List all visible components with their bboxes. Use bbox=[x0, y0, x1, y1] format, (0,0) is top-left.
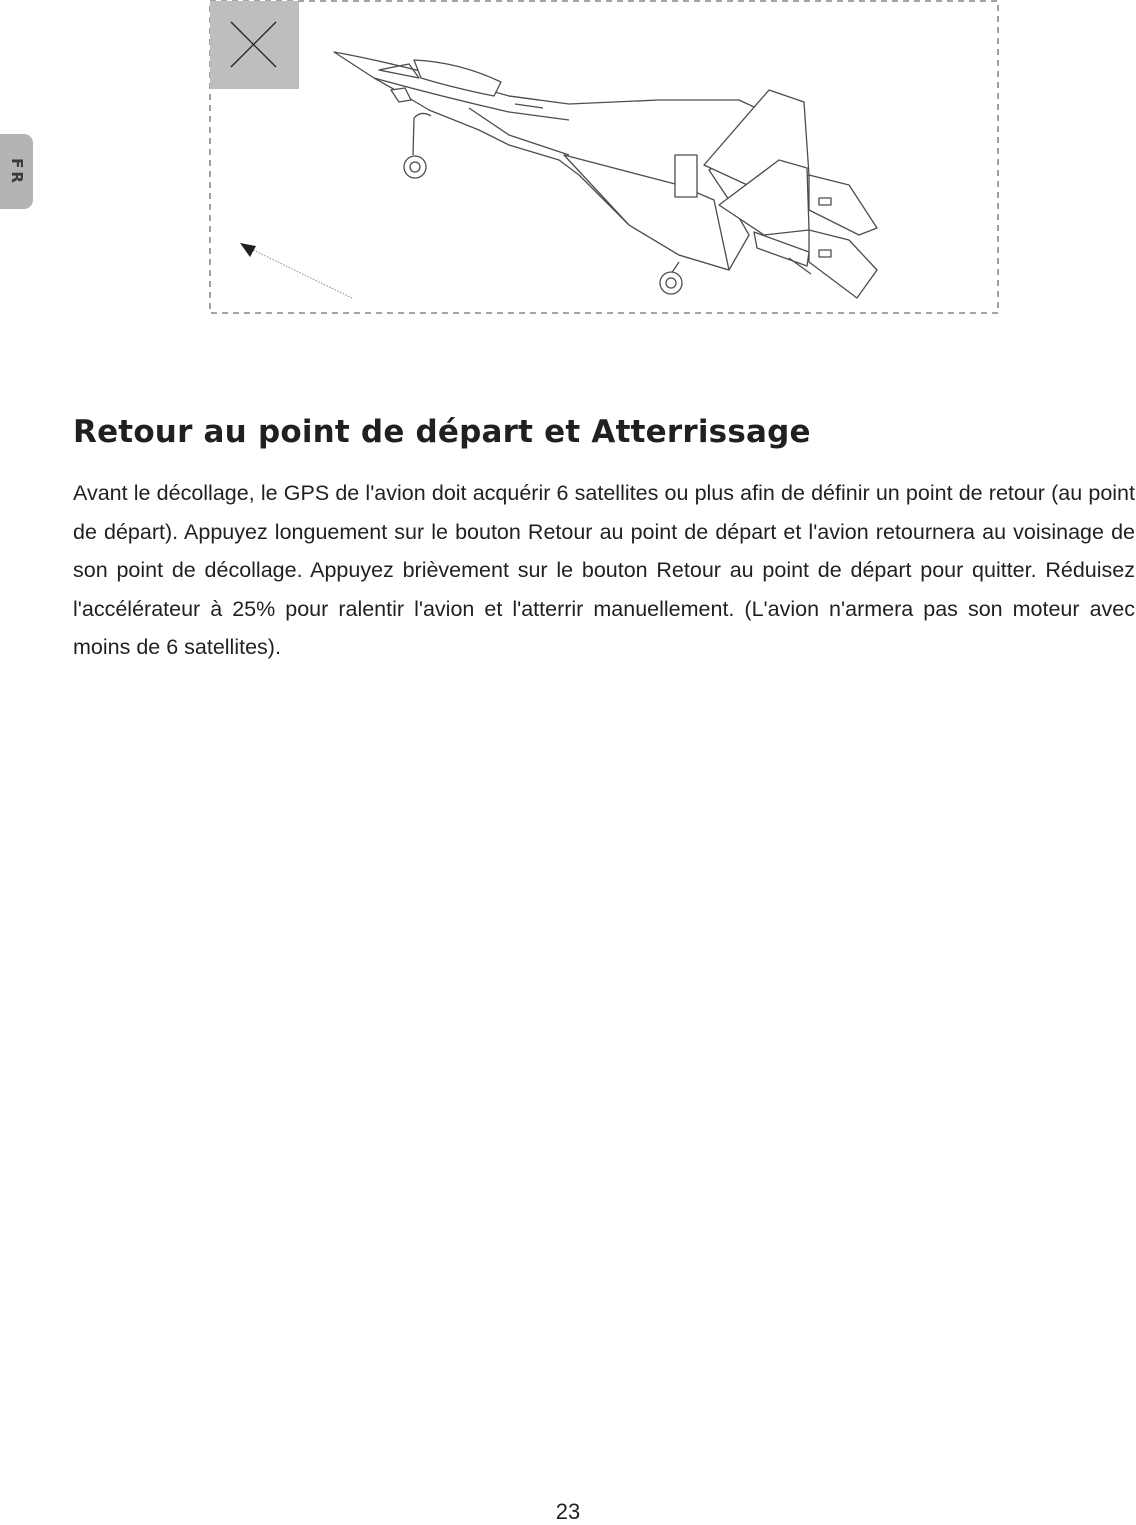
section-body-text: Avant le décollage, le GPS de l'avion doit acquérir 6 satellites ou plus afin de définir un point de retour (au point de départ). Appuyez longuement sur le bouton Retour au point de départ et l'avion retournera au voisinage de son point de décollage. Appuyez brièvement sur le bouton Retour au point de départ pour quitter. Réduisez l'accélérateur à 25% pour ralentir l'avion et l'atterrir manuellement. (L'avion n'armera pas son moteur avec moins de 6 satellites). bbox=[73, 481, 1135, 659]
section-title: Retour au point de départ et Atterrissage bbox=[73, 414, 811, 450]
language-tab bbox=[0, 134, 33, 209]
page-number: 23 bbox=[555, 1499, 581, 1524]
language-tab-label: FR bbox=[7, 157, 26, 186]
close-x-icon bbox=[210, 1, 299, 89]
rc-jet-aircraft-illustration bbox=[334, 52, 877, 298]
direction-arrow-icon bbox=[240, 243, 352, 298]
aircraft-figure bbox=[209, 0, 999, 314]
